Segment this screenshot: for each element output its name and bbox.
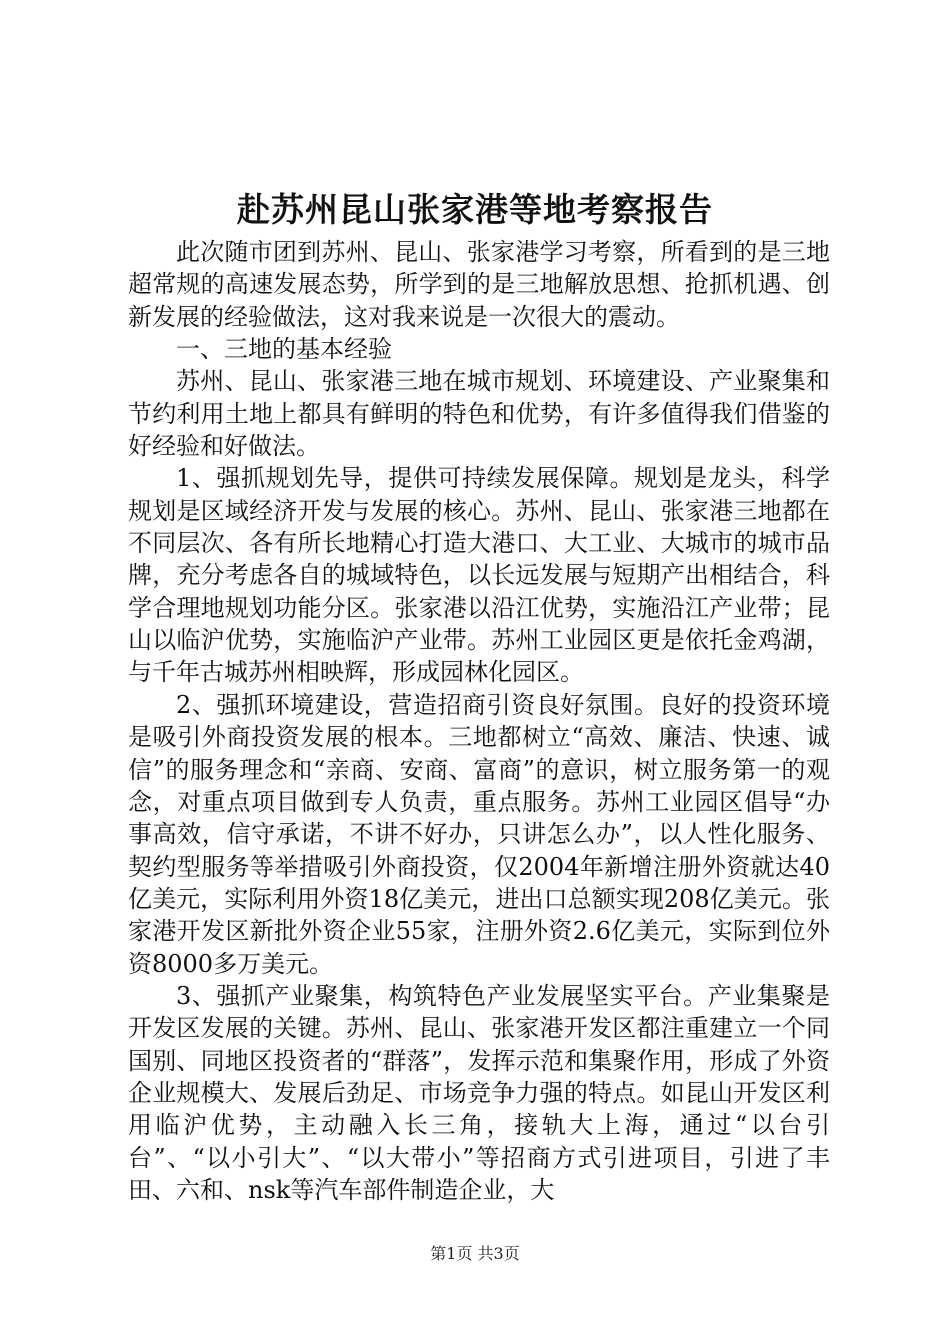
paragraph-industry: 3、强抓产业聚集，构筑特色产业发展坚实平台。产业集聚是开发区发展的关键。苏州、昆山、张家港开发区都注重建立一个同国别、同地区投资者的“群落”，发挥示范和集聚作用，形成了外资企业规模大、发展后劲足、市场竞争力强的特点。如昆山开发区利用临沪优势，主动融入长三角，接轨大上海，通过“以台引台”、“以小引大”、“以大带小”等招商方式引进项目，引进了丰田、六和、nsk等汽车部件制造企业，大 [128,981,830,1204]
paragraph-overview: 苏州、昆山、张家港三地在城市规划、环境建设、产业聚集和节约利用土地上都具有鲜明的特色和优势，有许多值得我们借鉴的好经验和好做法。 [128,367,830,461]
paragraph-environment: 2、强抓环境建设，营造招商引资良好氛围。良好的投资环境是吸引外商投资发展的根本。三地都树立“高效、廉洁、快速、诚信”的服务理念和“亲商、安商、富商”的意识，树立服务第一的观念，对重点项目做到专人负责，重点服务。苏州工业园区倡导“办事高效，信守承诺，不讲不好办，只讲怎么办”，以人性化服务、契约型服务等举措吸引外商投资，仅2004年新增注册外资就达40亿美元，实际利用外资18亿美元，进出口总额实现208亿美元。张家港开发区新批外资企业55家，注册外资2.6亿美元，实际到位外资8000多万美元。 [128,690,830,978]
page-footer: 第1页 共3页 [430,1244,520,1263]
document-body [128,236,830,1206]
section-heading: 一、三地的基本经验 [176,335,392,364]
document-title: 赴苏州昆山张家港等地考察报告 [237,190,713,229]
paragraph-planning: 1、强抓规划先导，提供可持续发展保障。规划是龙头，科学规划是区域经济开发与发展的核心。苏州、昆山、张家港三地都在不同层次、各有所长地精心打造大港口、大工业、大城市的城市品牌，充分考虑各自的城域特色，以长远发展与短期产出相结合，科学合理地规划功能分区。张家港以沿江优势，实施沿江产业带；昆山以临沪优势，实施临沪产业带。苏州工业园区更是依托金鸡湖，与千年古城苏州相映辉，形成园林化园区。 [128,464,830,687]
paragraph-intro: 此次随市团到苏州、昆山、张家港学习考察，所看到的是三地超常规的高速发展态势，所学到的是三地解放思想、抢抓机遇、创新发展的经验做法，这对我来说是一次很大的震动。 [128,238,830,331]
